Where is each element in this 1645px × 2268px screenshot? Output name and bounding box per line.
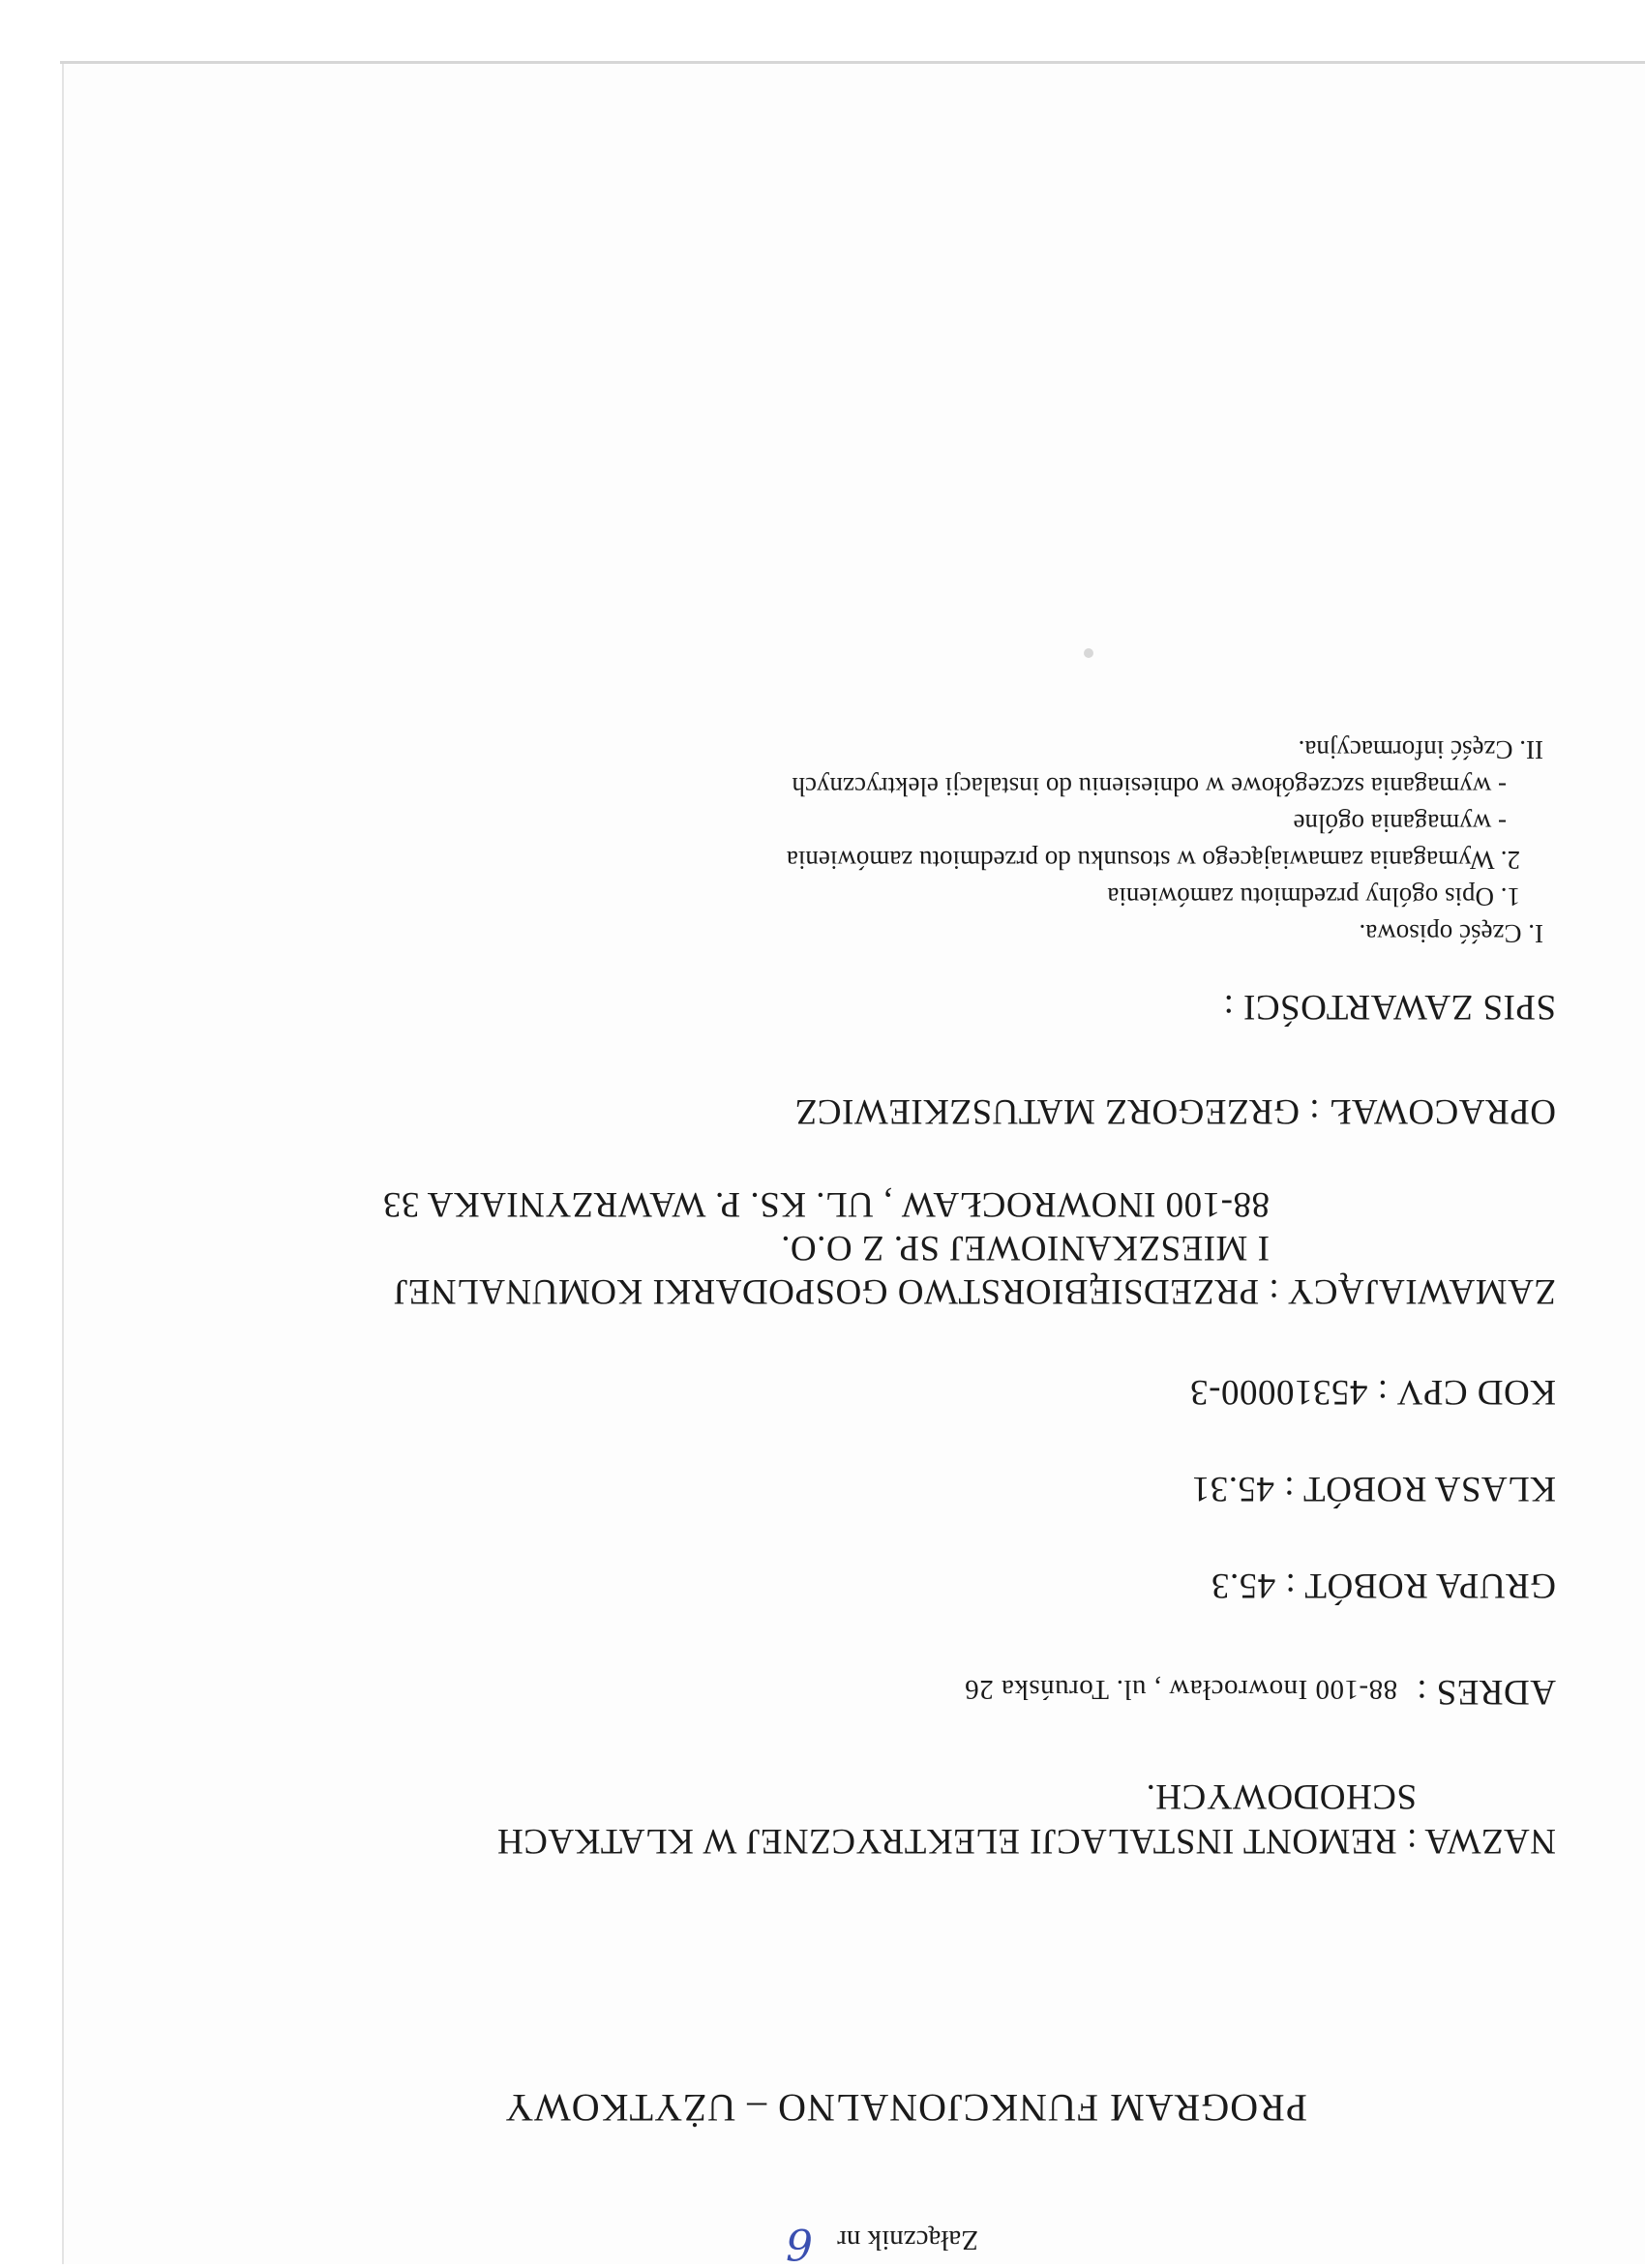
orderer-line-3: 88-100 INOWROCŁAW , UL. KS. P. WAWRZYNIAKA 33 xyxy=(382,1184,1270,1224)
prepared-by: OPRACOWAŁ : GRZEGORZ MATUSZKIEWICZ xyxy=(794,1091,1556,1131)
address-row xyxy=(965,1671,1556,1713)
address-label: ADRES : xyxy=(1416,1672,1556,1712)
scan-edge-left xyxy=(0,64,64,2264)
orderer-line-1: ZAMAWIAJĄCY : PRZEDSIĘBIORSTWO GOSPODARKI KOMUNALNEJ xyxy=(393,1271,1556,1311)
address-value: 88-100 Inowrocław , ul. Toruńska 26 xyxy=(964,1674,1398,1705)
toc-item: II. Część informacyjna. xyxy=(1298,735,1543,764)
document-page xyxy=(62,64,1645,2268)
annex-number-handwritten: 6 xyxy=(786,2219,813,2268)
toc-item: - wymagania szczegółowe w odniesieniu do instalacji elektrycznych xyxy=(792,772,1507,801)
project-name-line-2: SCHODOWYCH. xyxy=(1146,1776,1417,1816)
document-title: PROGRAM FUNKCJONALNO – UŻYTKOWY xyxy=(504,2086,1307,2130)
scan-smudge xyxy=(1084,648,1093,658)
toc-item: 1. Opis ogólny przedmiotu zamówienia xyxy=(1107,882,1520,911)
toc-title: SPIS ZAWARTOŚCI : xyxy=(1223,987,1556,1027)
orderer-line-2: I MIESZKANIOWEJ SP. Z O.O. xyxy=(780,1228,1270,1268)
scan-edge-top xyxy=(0,0,1645,64)
toc-item: I. Część opisowa. xyxy=(1359,919,1543,948)
cpv-code: KOD CPV : 45310000-3 xyxy=(1189,1372,1556,1412)
works-group: GRUPA ROBÓT : 45.3 xyxy=(1211,1566,1556,1605)
works-class: KLASA ROBÓT : 45.31 xyxy=(1191,1469,1556,1508)
toc-item: 2. Wymagania zamawiającego w stosunku do przedmiotu zamówienia xyxy=(786,846,1520,875)
project-name-line-1: NAZWA : REMONT INSTALACJI ELEKTRYCZNEJ W KLATKACH xyxy=(496,1821,1556,1861)
toc-item: - wymagania ogólne xyxy=(1293,809,1507,838)
annex-label: Załącznik nr xyxy=(837,2224,978,2255)
